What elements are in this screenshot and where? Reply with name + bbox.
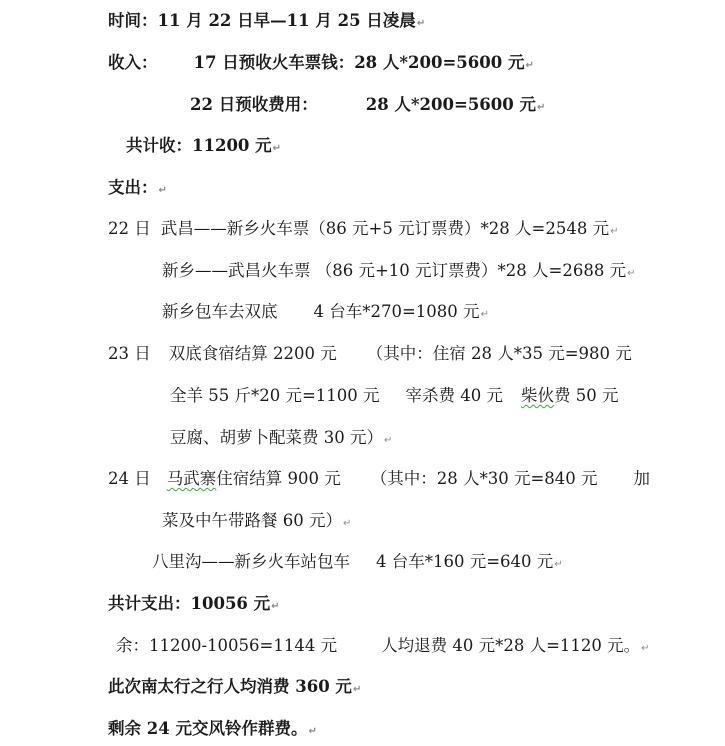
paragraph-mark-icon: ↵ bbox=[537, 102, 546, 113]
income-item-2-label: 22 日预收费用： bbox=[190, 95, 318, 114]
paragraph-mark-icon: ↵ bbox=[272, 143, 282, 154]
paragraph-mark-icon: ↵ bbox=[352, 684, 362, 695]
paragraph-mark-icon: ↵ bbox=[480, 309, 489, 320]
expense-day24-text-1c: （其中：28 人*30 元=840 元 bbox=[370, 469, 598, 488]
paragraph-mark-icon: ↵ bbox=[158, 185, 167, 196]
expense-day23-line-1 bbox=[108, 343, 632, 365]
expense-day24-text-2: 菜及中午带路餐 60 元） bbox=[162, 511, 342, 530]
expense-day23-text-3: 豆腐、胡萝卜配菜费 30 元） bbox=[170, 428, 383, 447]
time-text: 时间：11 月 22 日早—11 月 25 日凌晨 bbox=[108, 11, 416, 30]
expense-day23-text-1a: 双底食宿结算 2200 元 bbox=[168, 344, 337, 363]
paragraph-mark-icon: ↵ bbox=[271, 601, 280, 612]
expense-day22-text-3a: 新乡包车去双底 bbox=[162, 302, 278, 321]
paragraph-mark-icon: ↵ bbox=[554, 559, 563, 570]
paragraph-mark-icon: ↵ bbox=[308, 726, 317, 737]
expense-label-line bbox=[108, 177, 167, 199]
balance-line bbox=[116, 635, 650, 657]
paragraph-mark-icon: ↵ bbox=[641, 643, 650, 654]
expense-day23-text-2c: 柴伙 bbox=[521, 386, 555, 405]
expense-label: 支出： bbox=[108, 178, 158, 197]
expense-day24-text-3b: 4 台车*160 元=640 元 bbox=[376, 552, 554, 571]
remainder-text: 剩余 24 元交风铃作群费。 bbox=[108, 719, 308, 738]
income-total-line bbox=[126, 135, 281, 157]
expense-day24-text-1d: 加 bbox=[633, 469, 651, 488]
expense-day24-date: 24 日 bbox=[108, 469, 151, 488]
expense-day22-text-2: 新乡——武昌火车票 （86 元+10 元订票费）*28 人=2688 元 bbox=[162, 261, 627, 280]
income-line-2 bbox=[190, 94, 545, 116]
expense-total: 共计支出：10056 元 bbox=[108, 594, 271, 613]
income-total: 共计收：11200 元 bbox=[126, 136, 272, 155]
expense-total-line bbox=[108, 593, 280, 615]
expense-day23-text-2b: 宰杀费 40 元 bbox=[405, 386, 504, 405]
paragraph-mark-icon: ↵ bbox=[343, 518, 352, 529]
income-item-2-value: 28 人*200=5600 元 bbox=[365, 95, 536, 114]
expense-day22-line-3 bbox=[162, 301, 489, 323]
expense-day24-line-3 bbox=[152, 551, 563, 573]
expense-day24-text-1a: 马武寨 bbox=[166, 469, 217, 488]
income-item-1: 17 日预收火车票钱：28 人*200=5600 元 bbox=[193, 53, 525, 72]
paragraph-mark-icon: ↵ bbox=[384, 435, 393, 446]
expense-day23-text-2a: 全羊 55 斤*20 元=1100 元 bbox=[170, 386, 380, 405]
expense-day23-text-2d: 费 50 元 bbox=[554, 386, 619, 405]
balance-text-a: 余：11200-10056=1144 元 bbox=[116, 636, 338, 655]
expense-day23-line-2 bbox=[170, 385, 619, 407]
paragraph-mark-icon: ↵ bbox=[525, 60, 534, 71]
expense-day24-text-3a: 八里沟——新乡火车站包车 bbox=[152, 552, 350, 571]
paragraph-mark-icon: ↵ bbox=[627, 268, 636, 279]
paragraph-mark-icon: ↵ bbox=[610, 226, 619, 237]
expense-day24-line-2 bbox=[162, 510, 351, 532]
income-line-1 bbox=[108, 52, 534, 74]
per-person-line bbox=[108, 676, 361, 698]
expense-day24-line-1 bbox=[108, 468, 650, 490]
expense-day22-text-1: 武昌——新乡火车票（86 元+5 元订票费）*28 人=2548 元 bbox=[160, 219, 610, 238]
expense-day24-text-1b: 住宿结算 900 元 bbox=[216, 469, 341, 488]
expense-day23-line-3 bbox=[170, 427, 392, 449]
expense-day23-date: 23 日 bbox=[108, 344, 151, 363]
expense-day23-text-1b: （其中：住宿 28 人*35 元=980 元 bbox=[366, 344, 632, 363]
remainder-line bbox=[108, 718, 317, 740]
income-label: 收入： bbox=[108, 53, 158, 72]
balance-text-b: 人均退费 40 元*28 人=1120 元。 bbox=[381, 636, 641, 655]
expense-day22-text-3b: 4 台车*270=1080 元 bbox=[313, 302, 480, 321]
per-person-text: 此次南太行之行人均消费 360 元 bbox=[108, 677, 352, 696]
expense-day22-date: 22 日 bbox=[108, 219, 151, 238]
expense-day22-line-1 bbox=[108, 218, 619, 240]
expense-day22-line-2 bbox=[162, 260, 636, 282]
paragraph-mark-icon: ↵ bbox=[416, 18, 426, 29]
time-line bbox=[108, 10, 425, 32]
